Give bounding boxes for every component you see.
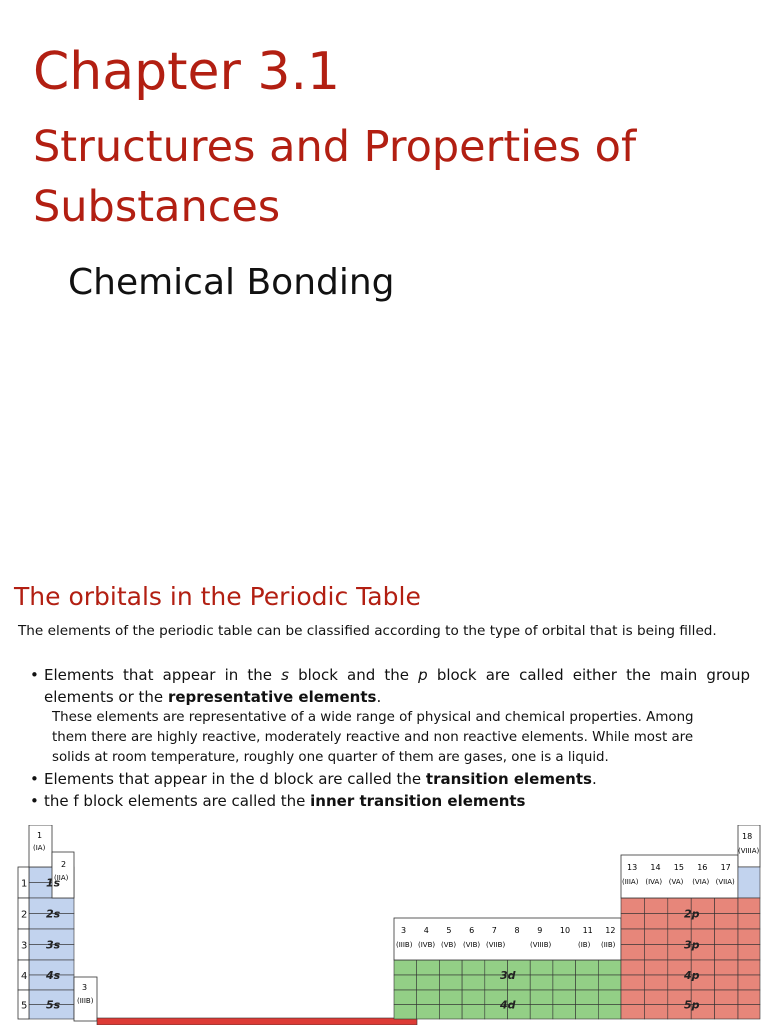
p-block-cell [715, 975, 738, 990]
group-roman-1: (IA) [33, 844, 46, 852]
s-orbital-label: 3s [46, 938, 61, 952]
p-block-cell [644, 1005, 667, 1020]
d-block-cell [394, 990, 417, 1005]
p-block-cell [715, 990, 738, 1005]
p-group-number: 14 [650, 863, 661, 872]
d-block-cell [530, 1005, 553, 1020]
d-group-number: 11 [582, 926, 593, 935]
d-group-number: 8 [514, 926, 520, 935]
bullet1-p-italic: p [418, 666, 428, 684]
group-number-3: 3 [82, 983, 88, 992]
p-block-cell [738, 1005, 760, 1020]
d-group-number: 12 [605, 926, 616, 935]
d-block-cell [598, 975, 621, 990]
bullet2-end: . [591, 770, 597, 788]
p-block-cell [715, 914, 738, 930]
section-heading: The orbitals in the Periodic Table [14, 582, 421, 611]
p-orbital-label: 2p [684, 907, 700, 921]
group-number-18: 18 [742, 832, 753, 841]
d-group-number: 10 [559, 926, 571, 935]
orbitals-slide [0, 545, 768, 1024]
s-orbital-label: 5s [46, 998, 61, 1012]
d-block-cell [598, 960, 621, 975]
bullet-item-main-group [30, 664, 750, 686]
p-group-roman: (IVA) [645, 878, 663, 886]
p-block-cell [715, 898, 738, 914]
d-block-cell [553, 960, 576, 975]
group-roman-18: (VIIIA) [738, 847, 760, 855]
bullet3-strong: inner transition elements [310, 792, 526, 810]
p-block-cell [621, 929, 644, 945]
d-block-cell [530, 975, 553, 990]
p-block-cell [644, 975, 667, 990]
p-block-header [621, 855, 738, 898]
period-number: 3 [21, 940, 28, 952]
bullet-item-main-group-continued [30, 686, 750, 708]
p-orbital-label: 3p [684, 938, 700, 952]
period-number: 5 [21, 1000, 28, 1012]
bullet-item-transition [30, 768, 750, 790]
d-group-roman: (VIIIB) [530, 941, 552, 949]
bullet1-text-b: block and the [298, 666, 409, 684]
title-line-1: Structures and Properties of [33, 122, 637, 172]
p-block-cell [621, 1005, 644, 1020]
d-block-cell [576, 990, 599, 1005]
p-block-cell [738, 960, 760, 975]
d-block-cell [462, 975, 485, 990]
note-line-2: them there are highly reactive, moderately reactive and non reactive elements. While most are [52, 730, 694, 745]
p-block-cell [621, 945, 644, 961]
p-block-cell [715, 960, 738, 975]
d-group-number: 5 [446, 926, 452, 935]
bullet1-text-a: Elements that appear in the [44, 666, 272, 684]
p-group-roman: (VIA) [692, 878, 710, 886]
p-block-cell [644, 990, 667, 1005]
d-block-cell [394, 1005, 417, 1020]
chapter-heading: Chapter 3.1 [33, 42, 341, 102]
p-block-cell [621, 914, 644, 930]
d-group-roman: (IIIB) [396, 941, 413, 949]
d-block-cell [553, 975, 576, 990]
intro-text: The elements of the periodic table can be classified according to the type of orbital that is being filled. [18, 623, 717, 639]
d-group-roman: (IIB) [601, 941, 616, 949]
bullet-list [30, 664, 750, 812]
group-number-1: 1 [37, 831, 43, 840]
s-orbital-label: 4s [46, 969, 61, 982]
d-group-number: 9 [537, 926, 543, 935]
p-block-cell [644, 945, 667, 961]
p-block-cell [738, 990, 760, 1005]
p-group-number: 13 [627, 863, 638, 872]
d-block-header [394, 918, 621, 960]
bullet1-strong: representative elements [167, 688, 377, 706]
d-block-cell [462, 990, 485, 1005]
p-block-cell [621, 960, 644, 975]
d-group-number: 7 [491, 926, 497, 935]
d-block-cell [576, 1005, 599, 1020]
d-block-cell [394, 975, 417, 990]
slide-title [33, 117, 753, 237]
p-block-cell [644, 960, 667, 975]
d-group-roman: (VIIB) [486, 941, 506, 949]
d-block-cell [553, 990, 576, 1005]
p-block-cell [738, 898, 760, 914]
d-block-cell [417, 960, 440, 975]
bullet1-text-c: block are called either the main group [436, 666, 750, 684]
p-block-cell [715, 1005, 738, 1020]
d-block-cell [462, 960, 485, 975]
p-block-cell [738, 914, 760, 930]
d-group-roman: (IB) [578, 941, 591, 949]
d-block-cell [394, 960, 417, 975]
d-block-cell [439, 960, 462, 975]
note-line-3: solids at room temperature, roughly one quarter of them are gases, one is a liquid. [52, 750, 609, 765]
d-block-cell [576, 975, 599, 990]
s-orbital-label: 2s [46, 907, 61, 921]
p-block-cell [644, 914, 667, 930]
d-group-roman: (VIB) [463, 941, 481, 949]
slide-subtitle: Chemical Bonding [68, 262, 395, 303]
d-block-cell [598, 1005, 621, 1020]
d-block-cell [530, 960, 553, 975]
p-group-number: 15 [673, 863, 684, 872]
periodic-table-diagram [0, 825, 768, 1025]
bullet-item-inner-transition [30, 790, 750, 812]
d-block-cell [598, 990, 621, 1005]
p-block-cell [644, 929, 667, 945]
p-group-roman: (VA) [668, 878, 684, 886]
p-block-cell [621, 990, 644, 1005]
p-group-number: 17 [720, 863, 731, 872]
d-group-number: 4 [423, 926, 429, 935]
p-block-cell [738, 929, 760, 945]
p-block-cell [715, 945, 738, 961]
group-number-2: 2 [61, 860, 67, 869]
group-roman-2: (IIA) [54, 874, 69, 882]
d-block-cell [417, 1005, 440, 1020]
d-group-roman: (VB) [441, 941, 457, 949]
d-group-number: 3 [401, 926, 407, 935]
p-orbital-label: 5p [684, 998, 700, 1012]
d-block-cell [439, 975, 462, 990]
p-orbital-label: 4p [684, 969, 700, 982]
d-block-cell [439, 1005, 462, 1020]
p-block-cell [738, 975, 760, 990]
bullet1-end: . [376, 688, 382, 706]
p-group-roman: (VIIA) [715, 878, 735, 886]
title-line-2: Substances [33, 182, 281, 232]
bullet1-text-d: elements or the [44, 688, 164, 706]
p-group-roman: (IIIA) [622, 878, 639, 886]
bullet3-text: the f block elements are called the [44, 792, 306, 810]
d-group-number: 6 [469, 926, 475, 935]
d-block-cell [553, 1005, 576, 1020]
period-number: 4 [21, 971, 28, 982]
bullet2-strong: transition elements [425, 770, 592, 788]
d-block-cell [576, 960, 599, 975]
period-number: 1 [21, 878, 28, 890]
d-block-cell [439, 990, 462, 1005]
d-block-cell [530, 990, 553, 1005]
d-orbital-label: 4d [500, 998, 516, 1012]
d-orbital-label: 3d [500, 969, 516, 982]
group-roman-3: (IIIB) [77, 997, 94, 1005]
s-orbital-label: 1s [46, 876, 61, 890]
p-block-cell [621, 975, 644, 990]
d-group-roman: (IVB) [418, 941, 436, 949]
p-block-cell [738, 945, 760, 961]
p-block-cell [644, 898, 667, 914]
d-block-cell [417, 975, 440, 990]
note-line-1: These elements are representative of a wide range of physical and chemical properties. Among [52, 710, 694, 725]
representative-note [30, 708, 750, 768]
p-block-cell [621, 898, 644, 914]
bullet1-s-italic: s [281, 666, 289, 684]
helium-cell [738, 867, 760, 898]
p-block-cell [715, 929, 738, 945]
period-number: 2 [21, 909, 28, 921]
bullet2-text: Elements that appear in the d block are called the [44, 770, 422, 788]
d-block-cell [417, 990, 440, 1005]
d-block-cell [462, 1005, 485, 1020]
p-group-number: 16 [697, 863, 708, 872]
